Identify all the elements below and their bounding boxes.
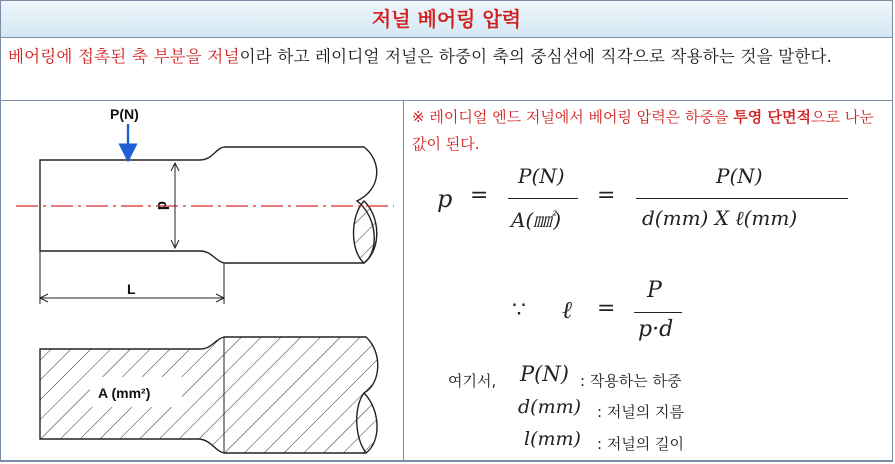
note-symbol: ※ [412, 108, 425, 126]
frac3-denominator: p·d [638, 317, 674, 342]
legend-prefix: 여기서, [448, 372, 497, 390]
page-title: 저널 베어링 압력 [1, 1, 892, 38]
legend-desc-2: : 저널의 지름 [597, 403, 685, 421]
shaft-section-view [40, 337, 378, 453]
frac1-bar [508, 198, 578, 199]
bottom-border [1, 460, 892, 461]
legend-desc-3: : 저널의 길이 [597, 435, 685, 453]
note-text-a: 레이디얼 엔드 저널에서 베어링 압력은 하중을 [424, 108, 734, 126]
shaft-end-hatch [354, 201, 377, 263]
note-bold: 투영 단면적 [733, 108, 811, 126]
frac3-numerator: P [647, 278, 662, 303]
intro-highlight: 베어링에 접촉된 축 부분을 저널 [8, 47, 240, 66]
formula-eq-1: = [470, 183, 489, 208]
ell-symbol: ℓ [562, 296, 572, 324]
journal-diagram [2, 101, 402, 461]
legend-symbol-2: d(mm) [518, 396, 582, 418]
force-label: P(N) [110, 106, 139, 122]
intro-text: 이라 하고 레이디얼 저널은 하중이 축의 중심선에 직각으로 작용하는 것을 말한다. [239, 47, 833, 66]
intro-paragraph [8, 42, 886, 72]
frac1-denominator: A(㎟) [511, 208, 562, 232]
shaft-side-view [40, 147, 377, 263]
formula-eq-3: = [597, 296, 616, 321]
formula-lhs: p [437, 185, 453, 213]
frac3-bar [634, 312, 682, 313]
note-text [412, 104, 882, 158]
diameter-label: d [154, 201, 171, 211]
note-text-b: 으로 나눈 값이 된다. [412, 108, 874, 153]
frac1-numerator: P(N) [518, 164, 565, 188]
legend-symbol-3: l(mm) [524, 428, 581, 450]
frac2-bar [636, 198, 848, 199]
because-symbol: ∵ [512, 298, 526, 323]
legend-symbol-1: P(N) [520, 362, 569, 386]
column-divider [403, 100, 404, 460]
area-label: A (mm²) [98, 385, 151, 401]
frac2-numerator: P(N) [716, 164, 763, 188]
frac2-denominator: d(mm) X ℓ(mm) [642, 206, 798, 230]
legend-desc-1: : 작용하는 하중 [580, 372, 682, 390]
formula-eq-2: = [597, 183, 616, 208]
length-label: L [127, 281, 136, 297]
